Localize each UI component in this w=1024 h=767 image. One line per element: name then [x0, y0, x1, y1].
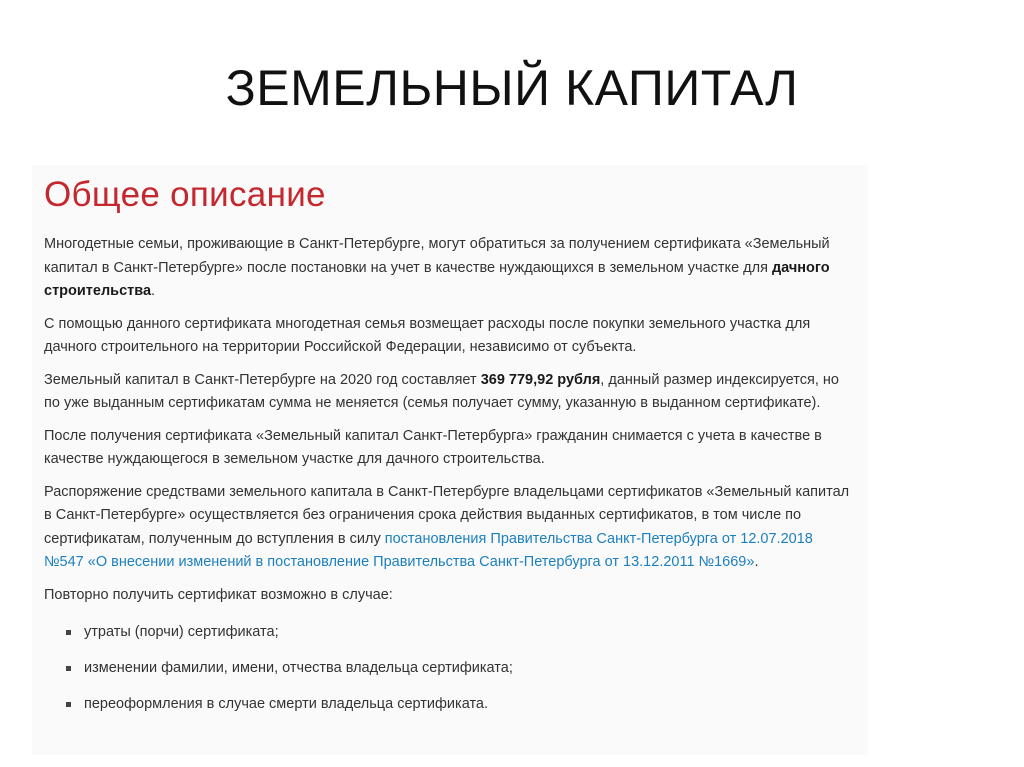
section-heading: Общее описание [44, 175, 326, 214]
paragraph-purpose: С помощью данного сертификата многодетная семья возмещает расходы после покупки земельного участка для дачного строительного на территории Российской Федерации, независимо от субъекта. [44, 315, 811, 355]
list-item [44, 693, 856, 715]
paragraph-amount [44, 369, 856, 416]
list-item-text: утраты (порчи) сертификата; [84, 624, 279, 640]
list-item-text: изменении фамилии, имени, отчества владельца сертификата; [84, 660, 513, 676]
paragraph-deregistration: После получения сертификата «Земельный капитал Санкт-Петербурга» гражданин снимается с учета в качестве в качестве нуждающегося в земельном участке для дачного строительства. [44, 427, 822, 467]
paragraph-end: . [754, 554, 759, 570]
reissue-cases-list [44, 621, 856, 715]
decree-link[interactable]: постановления Правительства Санкт-Петербурга от 12.07.2018 №547 «О внесении изменений в постановление Правительства Санкт-Петербурга от 13.12.2011 №1669» [44, 530, 813, 570]
paragraph-disposal [44, 481, 856, 575]
bold-term-dacha: дачного строительства [44, 259, 830, 299]
paragraph-end: . [151, 283, 156, 299]
list-item [44, 657, 856, 679]
paragraph-text: Многодетные семьи, проживающие в Санкт-Петербурге, могут обратиться за получением сертификата «Земельный капитал в Санкт-Петербурге» после постановки на учет в качестве нуждающихся в земельном участке для [44, 236, 830, 276]
square-bullet-icon [66, 630, 71, 635]
paragraph-text-after: , данный размер индексируется, но по уже выданным сертификатам сумма не меняется (семья получает сумму, указанную в выданном сертификате). [44, 371, 839, 411]
list-item-text: переоформления в случае смерти владельца сертификата. [84, 696, 489, 712]
square-bullet-icon [66, 666, 71, 671]
bold-amount: 369 779,92 рубля [480, 371, 601, 388]
slide-title: ЗЕМЕЛЬНЫЙ КАПИТАЛ [225, 60, 799, 116]
paragraph-text: Распоряжение средствами земельного капитала в Санкт-Петербурге владельцами сертификатов «Земельный капитал в Санкт-Петербурге» осуществляется без ограничения срока действия выданных сертификатов, в том числе по сертификатам, полученным до вступления в силу [44, 483, 850, 547]
square-bullet-icon [66, 702, 71, 707]
embedded-webpage-screenshot [32, 165, 868, 755]
paragraph-text: Земельный капитал в Санкт-Петербурге на 2020 год составляет [44, 371, 481, 388]
paragraph-reissue: Повторно получить сертификат возможно в случае: [44, 586, 393, 603]
list-item [44, 621, 856, 643]
paragraph-eligibility [44, 233, 856, 304]
